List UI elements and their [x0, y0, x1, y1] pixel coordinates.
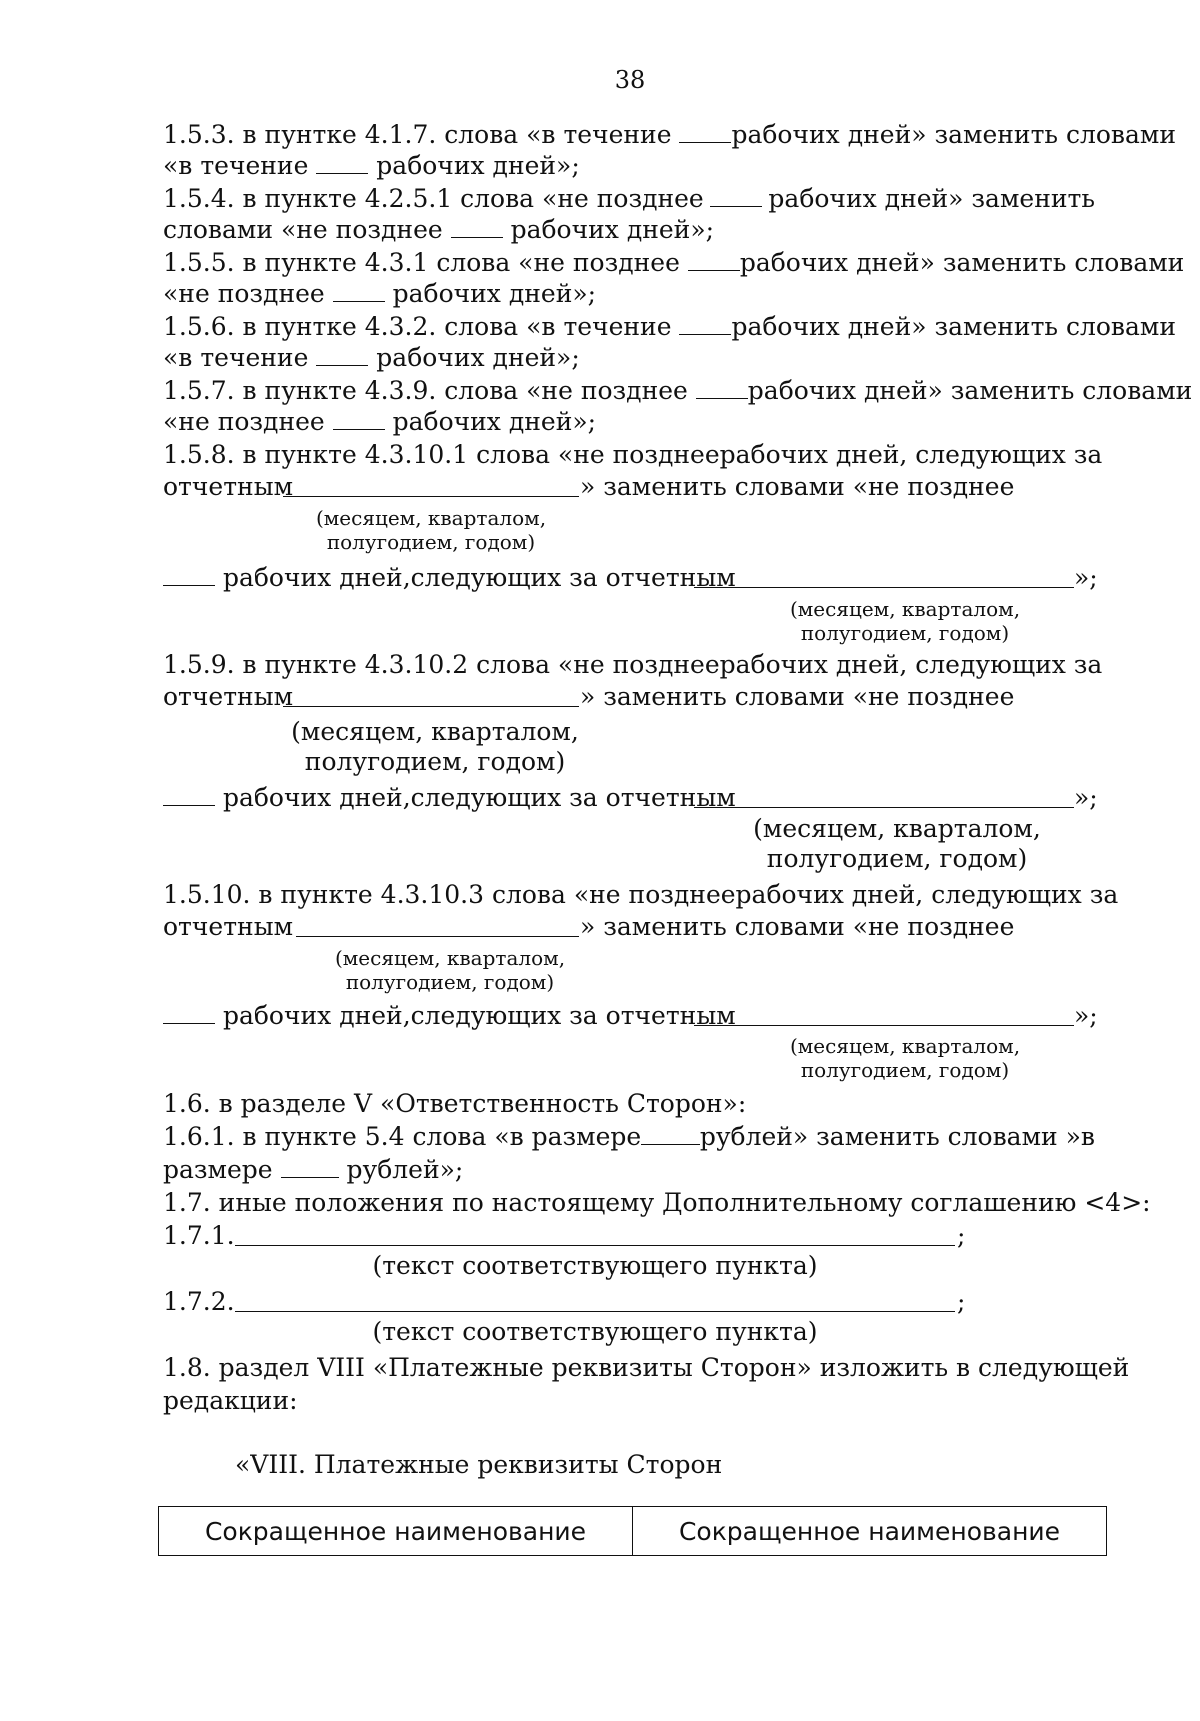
item-1-5-4: 1.5.4. в пункте 4.2.5.1 слова «не позднее рабочих дней» заменить [163, 184, 1095, 213]
section-8-title: «VIII. Платежные реквизиты Сторон [235, 1450, 723, 1479]
document-page: 38 1.5.3. в пунтке 4.1.7. слова «в течение рабочих дней» заменить словами «в течение рабочих дней»; 1.5.4. в пункте 4.2.5.1 слова «не позднее рабочих дней» заменить словами «не позднее рабочих дней»; 1.5.5. в пункте 4.3.1 слова «не позднее рабочих дней» заменить словами «не позднее рабочих дней»; 1.5.6. в пунтке 4.3.2. слова «в течение рабочих дней» заменить словами «в течение рабочих дней»; 1.5.7. в пункте 4.3.9. слова «не позднее рабочих дней» заменить словами «не позднее рабочих дней»; 1.5.8. в пункте 4.3.10.1 слова «не позднее рабочих дней, следующих за отчетным » заменить словами «не позднее (месяцем, кварталом, полугодием, годом) рабочих дней,следующих за отчетным »; (месяцем, кварталом, полугодием, годом) 1.5.9. в пункте 4.3.10.2 слова «не позднее рабочих дней, следующих за отчетным » заменить словами «не позднее (месяцем, кварталом, полугодием, годом) рабочих дней,следующих за отчетным »; (месяцем, кварталом, полугодием, годом) 1.5.10. в пункте 4.3.10.3 слова «не позднее рабочих дней, следующих за отчетным » заменить словами «не позднее (месяцем, кварталом, полугодием, годом) рабочих дней,следующих за отчетным »; (месяцем, кварталом, полугодием, годом) 1.6. в разделе V «Ответственность Сторон»: 1.6.1. в пункте 5.4 слова «в размере рублей» заменить словами »в размере рублей»; 1.7. иные положения по настоящему Дополнительному соглашению <4>: 1.7.1. ; (текст соответствующего пункта) 1.7.2. ; (текст соответствующего пункта) 1.8. раздел VIII «Платежные реквизиты Сторон» изложить в следующей редакции: «VIII. Платежные реквизиты Сторон Сокращенное наименование Сокращенное наименование [0, 0, 1200, 1721]
blank-field [451, 215, 503, 238]
item-1-5-8-cont: отчетным [163, 472, 294, 501]
period-blank [694, 587, 1074, 588]
blank-field [333, 407, 385, 430]
item-1-6-1: 1.6.1. в пункте 5.4 слова «в размере рублей» заменить словами »в [163, 1122, 1095, 1151]
blank-field [333, 279, 385, 302]
period-blank [694, 1025, 1074, 1026]
item-1-7-2: 1.7.2. [163, 1287, 235, 1316]
period-caption: (месяцем, кварталом, полугодием, годом) [334, 946, 566, 994]
item-1-5-10-cont: отчетным [163, 912, 294, 941]
blank-field [679, 312, 731, 335]
item-1-5-3-cont: «в течение рабочих дней»; [163, 151, 580, 180]
blank-field [688, 248, 740, 271]
item-text-blank [235, 1245, 955, 1246]
blank-field [316, 343, 368, 366]
period-caption: (месяцем, кварталом, полугодием, годом) [315, 506, 547, 554]
period-blank [694, 807, 1074, 808]
requisites-table [158, 1506, 1107, 1556]
item-1-5-9-new: рабочих дней,следующих за отчетным [163, 783, 736, 813]
item-1-5-8: 1.5.8. в пункте 4.3.10.1 слова «не позднее рабочих дней, следующих за [163, 440, 1103, 469]
item-1-5-9-cont: отчетным [163, 682, 294, 711]
blank-field [163, 1001, 215, 1024]
blank-field [163, 563, 215, 586]
item-1-5-5: 1.5.5. в пункте 4.3.1 слова «не позднее рабочих дней» заменить словами [163, 248, 1185, 277]
period-caption: (месяцем, кварталом, полугодием, годом) [753, 814, 1041, 873]
period-caption: (месяцем, кварталом, полугодием, годом) [789, 1034, 1021, 1082]
item-1-5-10: 1.5.10. в пункте 4.3.10.3 слова «не позднее рабочих дней, следующих за [163, 880, 1119, 909]
blank-field [316, 151, 368, 174]
item-text-blank [235, 1311, 955, 1312]
item-1-5-6: 1.5.6. в пунтке 4.3.2. слова «в течение рабочих дней» заменить словами [163, 312, 1176, 341]
item-1-8-cont: редакции: [163, 1386, 298, 1415]
blank-field [641, 1122, 700, 1145]
item-1-7-1: 1.7.1. [163, 1221, 235, 1250]
blank-field [710, 184, 762, 207]
blank-field [696, 376, 748, 399]
item-1-7: 1.7. иные положения по настоящему Дополнительному соглашению <4>: [163, 1188, 1151, 1217]
period-caption: (месяцем, кварталом, полугодием, годом) [291, 717, 579, 776]
item-1-5-3: 1.5.3. в пунтке 4.1.7. слова «в течение рабочих дней» заменить словами [163, 120, 1176, 149]
period-blank [296, 936, 579, 937]
item-1-8: 1.8. раздел VIII «Платежные реквизиты Сторон» изложить в следующей [163, 1353, 1130, 1382]
item-1-5-6-cont: «в течение рабочих дней»; [163, 343, 580, 372]
item-1-6: 1.6. в разделе V «Ответственность Сторон»: [163, 1089, 747, 1118]
item-1-5-9: 1.5.9. в пункте 4.3.10.2 слова «не позднее рабочих дней, следующих за [163, 650, 1103, 679]
item-1-5-5-cont: «не позднее рабочих дней»; [163, 279, 597, 308]
blank-field [679, 120, 731, 143]
item-text-caption: (текст соответствующего пункта) [372, 1317, 818, 1346]
blank-field [281, 1155, 339, 1178]
item-1-5-4-cont: словами «не позднее рабочих дней»; [163, 215, 715, 244]
table-row [159, 1507, 1107, 1556]
item-1-5-7-cont: «не позднее рабочих дней»; [163, 407, 597, 436]
item-1-5-7: 1.5.7. в пункте 4.3.9. слова «не позднее рабочих дней» заменить словами [163, 376, 1193, 405]
period-caption: (месяцем, кварталом, полугодием, годом) [789, 597, 1021, 645]
period-blank [283, 496, 579, 497]
item-1-6-1-cont: размере рублей»; [163, 1155, 464, 1184]
blank-field [163, 783, 215, 806]
item-text-caption: (текст соответствующего пункта) [372, 1251, 818, 1280]
table-header-party-2: Сокращенное наименование [633, 1507, 1107, 1556]
period-blank [283, 706, 579, 707]
item-1-5-10-new: рабочих дней,следующих за отчетным [163, 1001, 736, 1031]
table-header-party-1: Сокращенное наименование [159, 1507, 633, 1556]
item-1-5-8-new: рабочих дней,следующих за отчетным [163, 563, 736, 593]
page-number: 38 [614, 66, 646, 94]
